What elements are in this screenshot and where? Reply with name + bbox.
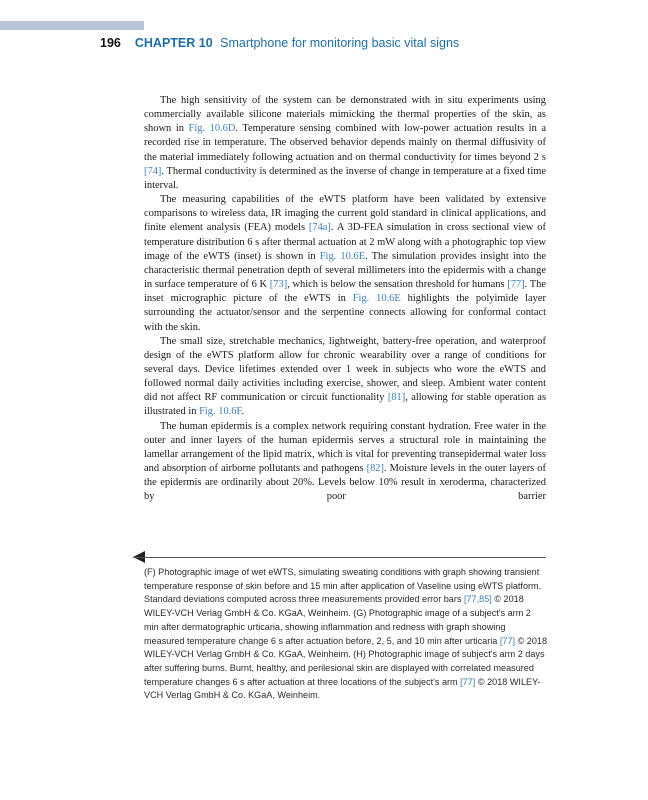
citation-link[interactable]: [77]: [460, 676, 476, 687]
citation-link[interactable]: [81]: [387, 392, 406, 404]
citation-link[interactable]: [77]: [499, 635, 516, 646]
text-run: . The inset micrographic picture of the eWTS in: [144, 279, 546, 305]
caption-divider: [133, 557, 546, 558]
citation-link[interactable]: [77,85]: [463, 594, 492, 605]
text-run: . Thermal conductivity is determined as the inverse of change in temperature at a fixed time interval.: [144, 165, 546, 191]
text-run: , which is below the sensation threshold for humans: [287, 279, 508, 291]
text-run: © 2018 WILEY-VCH Verlag GmbH & Co. KGaA, Weinheim.: [144, 676, 541, 701]
text-run: © 2018 WILEY-VCH Verlag GmbH & Co. KGaA, Weinheim. (G) Photographic image of a subject's arm 2 min after dermatographic urticaria, showing inflammation and redness with graph showing measured temperature change 6 s after actuation before, 2, 5, and 10 min after urticaria: [144, 594, 531, 646]
text-run: . A 3D-FEA simulation in cross sectional view of temperature distribution 6 s after thermal actuation at 2 mW along with a photographic top view image of the eWTS (inset) is shown in: [144, 222, 546, 262]
figure-caption: [144, 566, 548, 703]
text-run: highlights the polyimide layer surrounding the actuator/sensor and the serpentine connects allowing for conformal contact with the skin.: [144, 293, 546, 333]
paragraph-1: [144, 94, 546, 193]
text-run: , allowing for stable operation as illustrated in: [144, 392, 547, 418]
page-number: 196: [100, 36, 121, 50]
body-text: [144, 94, 546, 505]
text-run: The high sensitivity of the system can be demonstrated with in situ experiments using commercially available silicone materials mimicking the thermal properties of the skin, as shown in: [144, 95, 546, 135]
citation-link[interactable]: [82]: [366, 463, 384, 475]
text-run: . Temperature sensing combined with low-power actuation results in a recorded rise in temperature. The observed behavior depends mainly on thermal diffusivity of the material immediately following actuation and on thermal conductivity for times beyond 2 s: [144, 123, 546, 163]
header-accent-bar: [0, 21, 144, 30]
text-run: (F) Photographic image of wet eWTS, simulating sweating conditions with graph showing transient temperature response of skin before and 15 min after application of Vaseline using eWTS platform. Standard deviations computed across three measurements provided error bars: [144, 567, 542, 605]
text-run: . Moisture levels in the outer layers of the epidermis are ordinarily about 20%. Levels below 10% result in xeroderma, characterized by poor barrier: [144, 463, 546, 503]
citation-link[interactable]: [74a]: [308, 222, 331, 234]
chapter-title: Smartphone for monitoring basic vital signs: [220, 36, 460, 50]
citation-link[interactable]: [77]: [507, 279, 525, 291]
text-run: The small size, stretchable mechanics, lightweight, battery-free operation, and waterproof design of the eWTS platform allow for chronic wearability over a range of conditions for several days. Device lifetimes extended over 1 week in subjects who wore the eWTS and followed normal daily activities including exercise, shower, and sleep. Ambient water content did not affect RF communication or circuit functionality: [144, 335, 546, 404]
paragraph-3: [144, 335, 546, 420]
running-header: [100, 36, 459, 50]
paragraph-4: [144, 420, 546, 505]
text-run: .: [241, 406, 245, 418]
text-run: . The simulation provides insight into the characteristic thermal penetration depth of several millimeters into the epidermis with a change in surface temperature of 6 K: [144, 250, 546, 291]
citation-link[interactable]: [73]: [269, 279, 288, 291]
text-run: The measuring capabilities of the eWTS platform have been validated by extensive comparisons to wireless data, IR imaging the current gold standard in clinical applications, and finite element analysis (FEA) models: [144, 194, 546, 234]
citation-link[interactable]: Fig. 10.6D: [188, 123, 236, 135]
citation-link[interactable]: Fig. 10.6E: [352, 293, 401, 305]
chapter-label: CHAPTER 10: [134, 36, 213, 50]
citation-link[interactable]: Fig. 10.6E: [319, 250, 366, 262]
text-run: The human epidermis is a complex network requiring constant hydration. Free water in the outer and inner layers of the human epidermis serves a structural role in maintaining the lamellar arrangement of the lipid matrix, which is vital for preventing transepidermal water loss and absorption of airborne pollutants and pathogens: [144, 420, 546, 475]
text-run: © 2018 WILEY-VCH Verlag GmbH & Co. KGaA, Weinheim. (H) Photographic image of subject's arm 2 days after suffering burns. Burnt, healthy, and perilesional skin are displayed with correlated measured temperature changes 6 s after actuation at three locations of the subject's arm: [144, 635, 548, 687]
paragraph-2: [144, 193, 546, 335]
citation-link[interactable]: Fig. 10.6F: [199, 406, 242, 418]
citation-link[interactable]: [74]: [144, 165, 162, 177]
